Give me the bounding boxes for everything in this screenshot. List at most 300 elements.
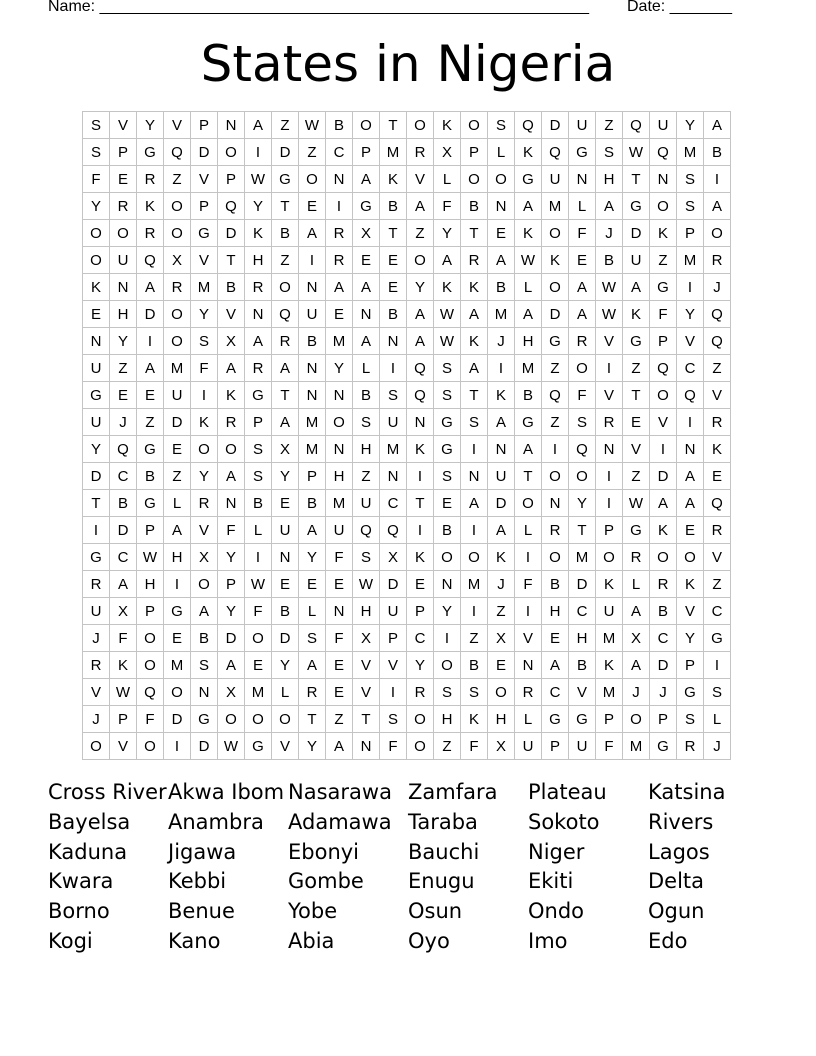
grid-cell: N xyxy=(299,355,326,382)
grid-cell: A xyxy=(299,220,326,247)
grid-cell: X xyxy=(218,328,245,355)
grid-cell: N xyxy=(110,274,137,301)
grid-cell: Q xyxy=(650,139,677,166)
grid-cell: V xyxy=(110,733,137,760)
grid-cell: Z xyxy=(407,220,434,247)
grid-cell: Z xyxy=(164,166,191,193)
grid-cell: P xyxy=(110,139,137,166)
grid-cell: R xyxy=(704,247,731,274)
grid-row xyxy=(83,598,731,625)
grid-cell: Q xyxy=(218,193,245,220)
word-list-item: Osun xyxy=(408,899,463,924)
grid-cell: U xyxy=(596,598,623,625)
grid-cell: H xyxy=(596,166,623,193)
grid-cell: S xyxy=(380,382,407,409)
grid-cell: K xyxy=(191,409,218,436)
grid-cell: Y xyxy=(677,625,704,652)
grid-cell: P xyxy=(299,463,326,490)
grid-cell: F xyxy=(650,301,677,328)
grid-cell: I xyxy=(380,355,407,382)
grid-cell: F xyxy=(245,598,272,625)
grid-cell: O xyxy=(272,706,299,733)
grid-cell: O xyxy=(434,652,461,679)
grid-cell: R xyxy=(245,355,272,382)
grid-cell: E xyxy=(164,625,191,652)
grid-cell: E xyxy=(677,517,704,544)
grid-cell: M xyxy=(488,301,515,328)
grid-cell: D xyxy=(542,112,569,139)
grid-cell: A xyxy=(515,301,542,328)
grid-cell: K xyxy=(704,436,731,463)
grid-cell: F xyxy=(596,733,623,760)
grid-cell: Z xyxy=(704,355,731,382)
grid-cell: S xyxy=(461,679,488,706)
grid-cell: S xyxy=(461,409,488,436)
grid-cell: Y xyxy=(677,301,704,328)
grid-cell: X xyxy=(272,436,299,463)
word-list-item: Lagos xyxy=(648,839,710,864)
grid-cell: B xyxy=(272,220,299,247)
grid-cell: G xyxy=(650,733,677,760)
grid-cell: O xyxy=(515,490,542,517)
grid-cell: A xyxy=(623,598,650,625)
grid-cell: Q xyxy=(110,436,137,463)
grid-cell: O xyxy=(218,139,245,166)
grid-cell: C xyxy=(110,544,137,571)
grid-cell: R xyxy=(596,409,623,436)
grid-row xyxy=(83,706,731,733)
grid-cell: W xyxy=(245,571,272,598)
grid-cell: T xyxy=(218,247,245,274)
grid-cell: G xyxy=(137,436,164,463)
grid-cell: I xyxy=(245,544,272,571)
grid-cell: F xyxy=(137,706,164,733)
grid-cell: G xyxy=(542,706,569,733)
grid-cell: D xyxy=(137,301,164,328)
grid-cell: U xyxy=(353,490,380,517)
grid-cell: N xyxy=(488,193,515,220)
grid-cell: I xyxy=(299,247,326,274)
word-list-item: Ekiti xyxy=(528,869,574,894)
grid-cell: A xyxy=(326,733,353,760)
grid-cell: W xyxy=(353,571,380,598)
grid-cell: A xyxy=(272,355,299,382)
grid-cell: A xyxy=(515,193,542,220)
grid-cell: I xyxy=(704,652,731,679)
grid-cell: K xyxy=(380,166,407,193)
grid-cell: G xyxy=(515,409,542,436)
grid-cell: Y xyxy=(326,355,353,382)
grid-cell: Z xyxy=(434,733,461,760)
grid-cell: C xyxy=(542,679,569,706)
grid-cell: J xyxy=(596,220,623,247)
grid-cell: K xyxy=(461,706,488,733)
grid-cell: U xyxy=(488,463,515,490)
grid-cell: U xyxy=(326,517,353,544)
grid-cell: F xyxy=(515,571,542,598)
grid-cell: O xyxy=(488,166,515,193)
word-list-item: Yobe xyxy=(288,899,338,924)
grid-cell: H xyxy=(434,706,461,733)
grid-cell: C xyxy=(407,625,434,652)
word-list-item: Borno xyxy=(48,899,110,924)
grid-cell: T xyxy=(83,490,110,517)
grid-cell: D xyxy=(650,652,677,679)
grid-cell: Y xyxy=(272,463,299,490)
grid-cell: U xyxy=(83,409,110,436)
grid-cell: A xyxy=(272,409,299,436)
grid-cell: Y xyxy=(218,544,245,571)
grid-cell: W xyxy=(623,490,650,517)
grid-cell: B xyxy=(488,274,515,301)
grid-cell: A xyxy=(245,328,272,355)
grid-cell: G xyxy=(623,193,650,220)
grid-cell: Y xyxy=(299,733,326,760)
grid-cell: K xyxy=(461,274,488,301)
word-list-item: Ondo xyxy=(528,899,585,924)
grid-cell: U xyxy=(380,598,407,625)
grid-cell: K xyxy=(515,220,542,247)
grid-cell: N xyxy=(299,382,326,409)
grid-cell: K xyxy=(623,301,650,328)
grid-cell: R xyxy=(407,139,434,166)
grid-cell: C xyxy=(326,139,353,166)
grid-cell: K xyxy=(677,571,704,598)
grid-cell: K xyxy=(596,571,623,598)
grid-cell: C xyxy=(650,625,677,652)
word-list-item: Adamawa xyxy=(288,809,392,834)
grid-cell: S xyxy=(488,112,515,139)
grid-cell: I xyxy=(461,598,488,625)
grid-row xyxy=(83,733,731,760)
grid-cell: A xyxy=(623,274,650,301)
word-list-item: Imo xyxy=(528,928,568,953)
name-field-label: Name: _______________________________________________________ xyxy=(48,0,589,15)
grid-cell: M xyxy=(164,355,191,382)
grid-cell: O xyxy=(272,274,299,301)
grid-cell: E xyxy=(380,274,407,301)
grid-cell: R xyxy=(515,679,542,706)
grid-cell: G xyxy=(137,490,164,517)
grid-cell: M xyxy=(326,328,353,355)
grid-cell: M xyxy=(677,139,704,166)
grid-cell: G xyxy=(164,598,191,625)
grid-cell: D xyxy=(110,517,137,544)
grid-cell: Z xyxy=(110,355,137,382)
grid-cell: O xyxy=(461,166,488,193)
grid-cell: X xyxy=(623,625,650,652)
grid-cell: O xyxy=(353,112,380,139)
grid-cell: A xyxy=(461,301,488,328)
grid-cell: N xyxy=(326,598,353,625)
grid-cell: Y xyxy=(191,463,218,490)
grid-cell: Y xyxy=(245,193,272,220)
grid-cell: A xyxy=(488,247,515,274)
grid-cell: Q xyxy=(272,301,299,328)
grid-cell: D xyxy=(164,409,191,436)
grid-cell: E xyxy=(488,220,515,247)
grid-cell: U xyxy=(650,112,677,139)
grid-cell: Z xyxy=(353,463,380,490)
grid-cell: O xyxy=(488,679,515,706)
grid-cell: O xyxy=(191,436,218,463)
grid-cell: R xyxy=(245,274,272,301)
grid-cell: R xyxy=(623,544,650,571)
grid-cell: I xyxy=(515,544,542,571)
grid-cell: N xyxy=(326,382,353,409)
grid-cell: U xyxy=(83,598,110,625)
grid-cell: E xyxy=(137,382,164,409)
grid-cell: E xyxy=(326,571,353,598)
grid-cell: G xyxy=(245,733,272,760)
word-list-item: Edo xyxy=(648,928,688,953)
grid-row xyxy=(83,382,731,409)
grid-cell: Z xyxy=(164,463,191,490)
grid-cell: E xyxy=(299,193,326,220)
grid-cell: V xyxy=(677,598,704,625)
grid-cell: P xyxy=(650,706,677,733)
grid-cell: N xyxy=(353,301,380,328)
grid-row xyxy=(83,220,731,247)
grid-cell: O xyxy=(164,193,191,220)
grid-cell: B xyxy=(380,301,407,328)
page-title: States in Nigeria xyxy=(200,35,616,93)
grid-cell: S xyxy=(596,139,623,166)
grid-cell: T xyxy=(461,382,488,409)
grid-cell: G xyxy=(191,706,218,733)
grid-cell: M xyxy=(515,355,542,382)
grid-cell: A xyxy=(407,328,434,355)
grid-cell: S xyxy=(353,544,380,571)
grid-cell: V xyxy=(704,544,731,571)
grid-cell: N xyxy=(191,679,218,706)
grid-cell: I xyxy=(542,436,569,463)
grid-cell: E xyxy=(83,301,110,328)
grid-cell: E xyxy=(488,652,515,679)
grid-cell: F xyxy=(326,625,353,652)
grid-cell: M xyxy=(245,679,272,706)
grid-cell: O xyxy=(569,355,596,382)
grid-cell: Z xyxy=(272,112,299,139)
grid-cell: X xyxy=(434,139,461,166)
word-list-item: Plateau xyxy=(528,780,607,804)
grid-cell: R xyxy=(83,652,110,679)
grid-cell: B xyxy=(596,247,623,274)
grid-cell: P xyxy=(353,139,380,166)
grid-cell: E xyxy=(164,436,191,463)
grid-cell: M xyxy=(380,436,407,463)
grid-cell: R xyxy=(137,220,164,247)
grid-cell: A xyxy=(623,652,650,679)
grid-cell: S xyxy=(434,463,461,490)
grid-cell: T xyxy=(461,220,488,247)
grid-cell: P xyxy=(137,598,164,625)
date-field-label: Date: _______ xyxy=(627,0,732,15)
grid-cell: F xyxy=(83,166,110,193)
grid-cell: L xyxy=(353,355,380,382)
grid-cell: R xyxy=(164,274,191,301)
grid-cell: P xyxy=(380,625,407,652)
word-list-item: Oyo xyxy=(408,928,450,953)
grid-cell: J xyxy=(488,328,515,355)
grid-cell: R xyxy=(218,409,245,436)
grid-cell: X xyxy=(191,544,218,571)
grid-cell: Y xyxy=(83,193,110,220)
word-list-item: Kebbi xyxy=(168,869,227,894)
grid-cell: A xyxy=(542,652,569,679)
grid-cell: M xyxy=(164,652,191,679)
word-list-item: Enugu xyxy=(408,869,475,894)
grid-cell: I xyxy=(704,166,731,193)
grid-cell: S xyxy=(245,436,272,463)
grid-cell: A xyxy=(299,652,326,679)
grid-cell: E xyxy=(326,301,353,328)
grid-cell: Y xyxy=(137,112,164,139)
grid-cell: A xyxy=(515,436,542,463)
grid-cell: I xyxy=(137,328,164,355)
grid-cell: D xyxy=(191,139,218,166)
grid-cell: S xyxy=(434,382,461,409)
grid-cell: V xyxy=(218,301,245,328)
grid-cell: K xyxy=(542,247,569,274)
grid-cell: E xyxy=(110,166,137,193)
grid-cell: Q xyxy=(569,436,596,463)
grid-cell: H xyxy=(245,247,272,274)
grid-cell: A xyxy=(353,274,380,301)
grid-cell: K xyxy=(650,220,677,247)
grid-cell: A xyxy=(218,355,245,382)
grid-cell: E xyxy=(704,463,731,490)
grid-cell: T xyxy=(272,382,299,409)
grid-cell: Q xyxy=(407,355,434,382)
grid-cell: T xyxy=(515,463,542,490)
grid-cell: N xyxy=(488,436,515,463)
grid-cell: B xyxy=(380,193,407,220)
grid-cell: H xyxy=(326,463,353,490)
grid-cell: Z xyxy=(461,625,488,652)
grid-cell: S xyxy=(191,328,218,355)
grid-row xyxy=(83,409,731,436)
grid-cell: U xyxy=(623,247,650,274)
grid-cell: E xyxy=(623,409,650,436)
grid-cell: R xyxy=(569,328,596,355)
grid-cell: K xyxy=(407,436,434,463)
grid-cell: A xyxy=(704,193,731,220)
grid-cell: I xyxy=(83,517,110,544)
word-list-item: Sokoto xyxy=(528,809,600,834)
grid-cell: Q xyxy=(677,382,704,409)
grid-cell: X xyxy=(164,247,191,274)
grid-cell: A xyxy=(245,112,272,139)
grid-cell: Z xyxy=(272,247,299,274)
grid-cell: G xyxy=(434,436,461,463)
grid-cell: B xyxy=(191,625,218,652)
grid-cell: V xyxy=(596,382,623,409)
grid-cell: O xyxy=(110,220,137,247)
word-list-item: Taraba xyxy=(408,809,478,834)
grid-cell: Z xyxy=(623,463,650,490)
grid-cell: V xyxy=(380,652,407,679)
grid-cell: Q xyxy=(623,112,650,139)
grid-cell: G xyxy=(272,166,299,193)
grid-cell: N xyxy=(380,328,407,355)
grid-cell: Q xyxy=(164,139,191,166)
grid-cell: V xyxy=(407,166,434,193)
grid-cell: K xyxy=(137,193,164,220)
grid-cell: I xyxy=(407,463,434,490)
grid-cell: Z xyxy=(299,139,326,166)
grid-cell: M xyxy=(623,733,650,760)
grid-cell: N xyxy=(353,733,380,760)
grid-cell: W xyxy=(623,139,650,166)
grid-cell: I xyxy=(461,436,488,463)
grid-cell: P xyxy=(461,139,488,166)
grid-row xyxy=(83,652,731,679)
grid-cell: O xyxy=(461,544,488,571)
grid-cell: X xyxy=(380,544,407,571)
grid-cell: N xyxy=(650,166,677,193)
grid-cell: M xyxy=(596,679,623,706)
grid-cell: D xyxy=(569,571,596,598)
grid-cell: G xyxy=(83,382,110,409)
grid-cell: E xyxy=(299,571,326,598)
grid-cell: L xyxy=(515,274,542,301)
grid-cell: C xyxy=(569,598,596,625)
grid-cell: X xyxy=(353,625,380,652)
grid-cell: N xyxy=(461,463,488,490)
word-list-item: Jigawa xyxy=(168,839,237,864)
grid-cell: V xyxy=(191,247,218,274)
grid-cell: C xyxy=(110,463,137,490)
grid-cell: B xyxy=(299,490,326,517)
grid-cell: B xyxy=(650,598,677,625)
grid-cell: K xyxy=(515,139,542,166)
grid-cell: U xyxy=(542,166,569,193)
grid-cell: D xyxy=(83,463,110,490)
grid-cell: R xyxy=(326,247,353,274)
grid-cell: Y xyxy=(434,598,461,625)
grid-cell: Q xyxy=(650,355,677,382)
grid-cell: H xyxy=(353,598,380,625)
grid-cell: E xyxy=(569,247,596,274)
word-list-item: Gombe xyxy=(288,869,364,894)
grid-cell: O xyxy=(83,220,110,247)
grid-cell: O xyxy=(542,220,569,247)
grid-cell: B xyxy=(272,598,299,625)
grid-cell: P xyxy=(110,706,137,733)
grid-cell: B xyxy=(137,463,164,490)
grid-cell: R xyxy=(326,220,353,247)
grid-cell: L xyxy=(434,166,461,193)
grid-cell: E xyxy=(326,652,353,679)
grid-cell: O xyxy=(542,274,569,301)
grid-cell: K xyxy=(218,382,245,409)
grid-cell: G xyxy=(542,328,569,355)
grid-cell: A xyxy=(677,463,704,490)
grid-cell: R xyxy=(110,193,137,220)
grid-cell: B xyxy=(299,328,326,355)
grid-cell: D xyxy=(191,733,218,760)
grid-cell: V xyxy=(353,679,380,706)
grid-cell: Q xyxy=(515,112,542,139)
word-list-item: Bayelsa xyxy=(48,809,131,834)
grid-cell: A xyxy=(407,193,434,220)
word-list-item: Rivers xyxy=(648,809,714,834)
grid-cell: O xyxy=(137,652,164,679)
grid-cell: S xyxy=(83,139,110,166)
grid-cell: B xyxy=(434,517,461,544)
grid-cell: O xyxy=(164,679,191,706)
